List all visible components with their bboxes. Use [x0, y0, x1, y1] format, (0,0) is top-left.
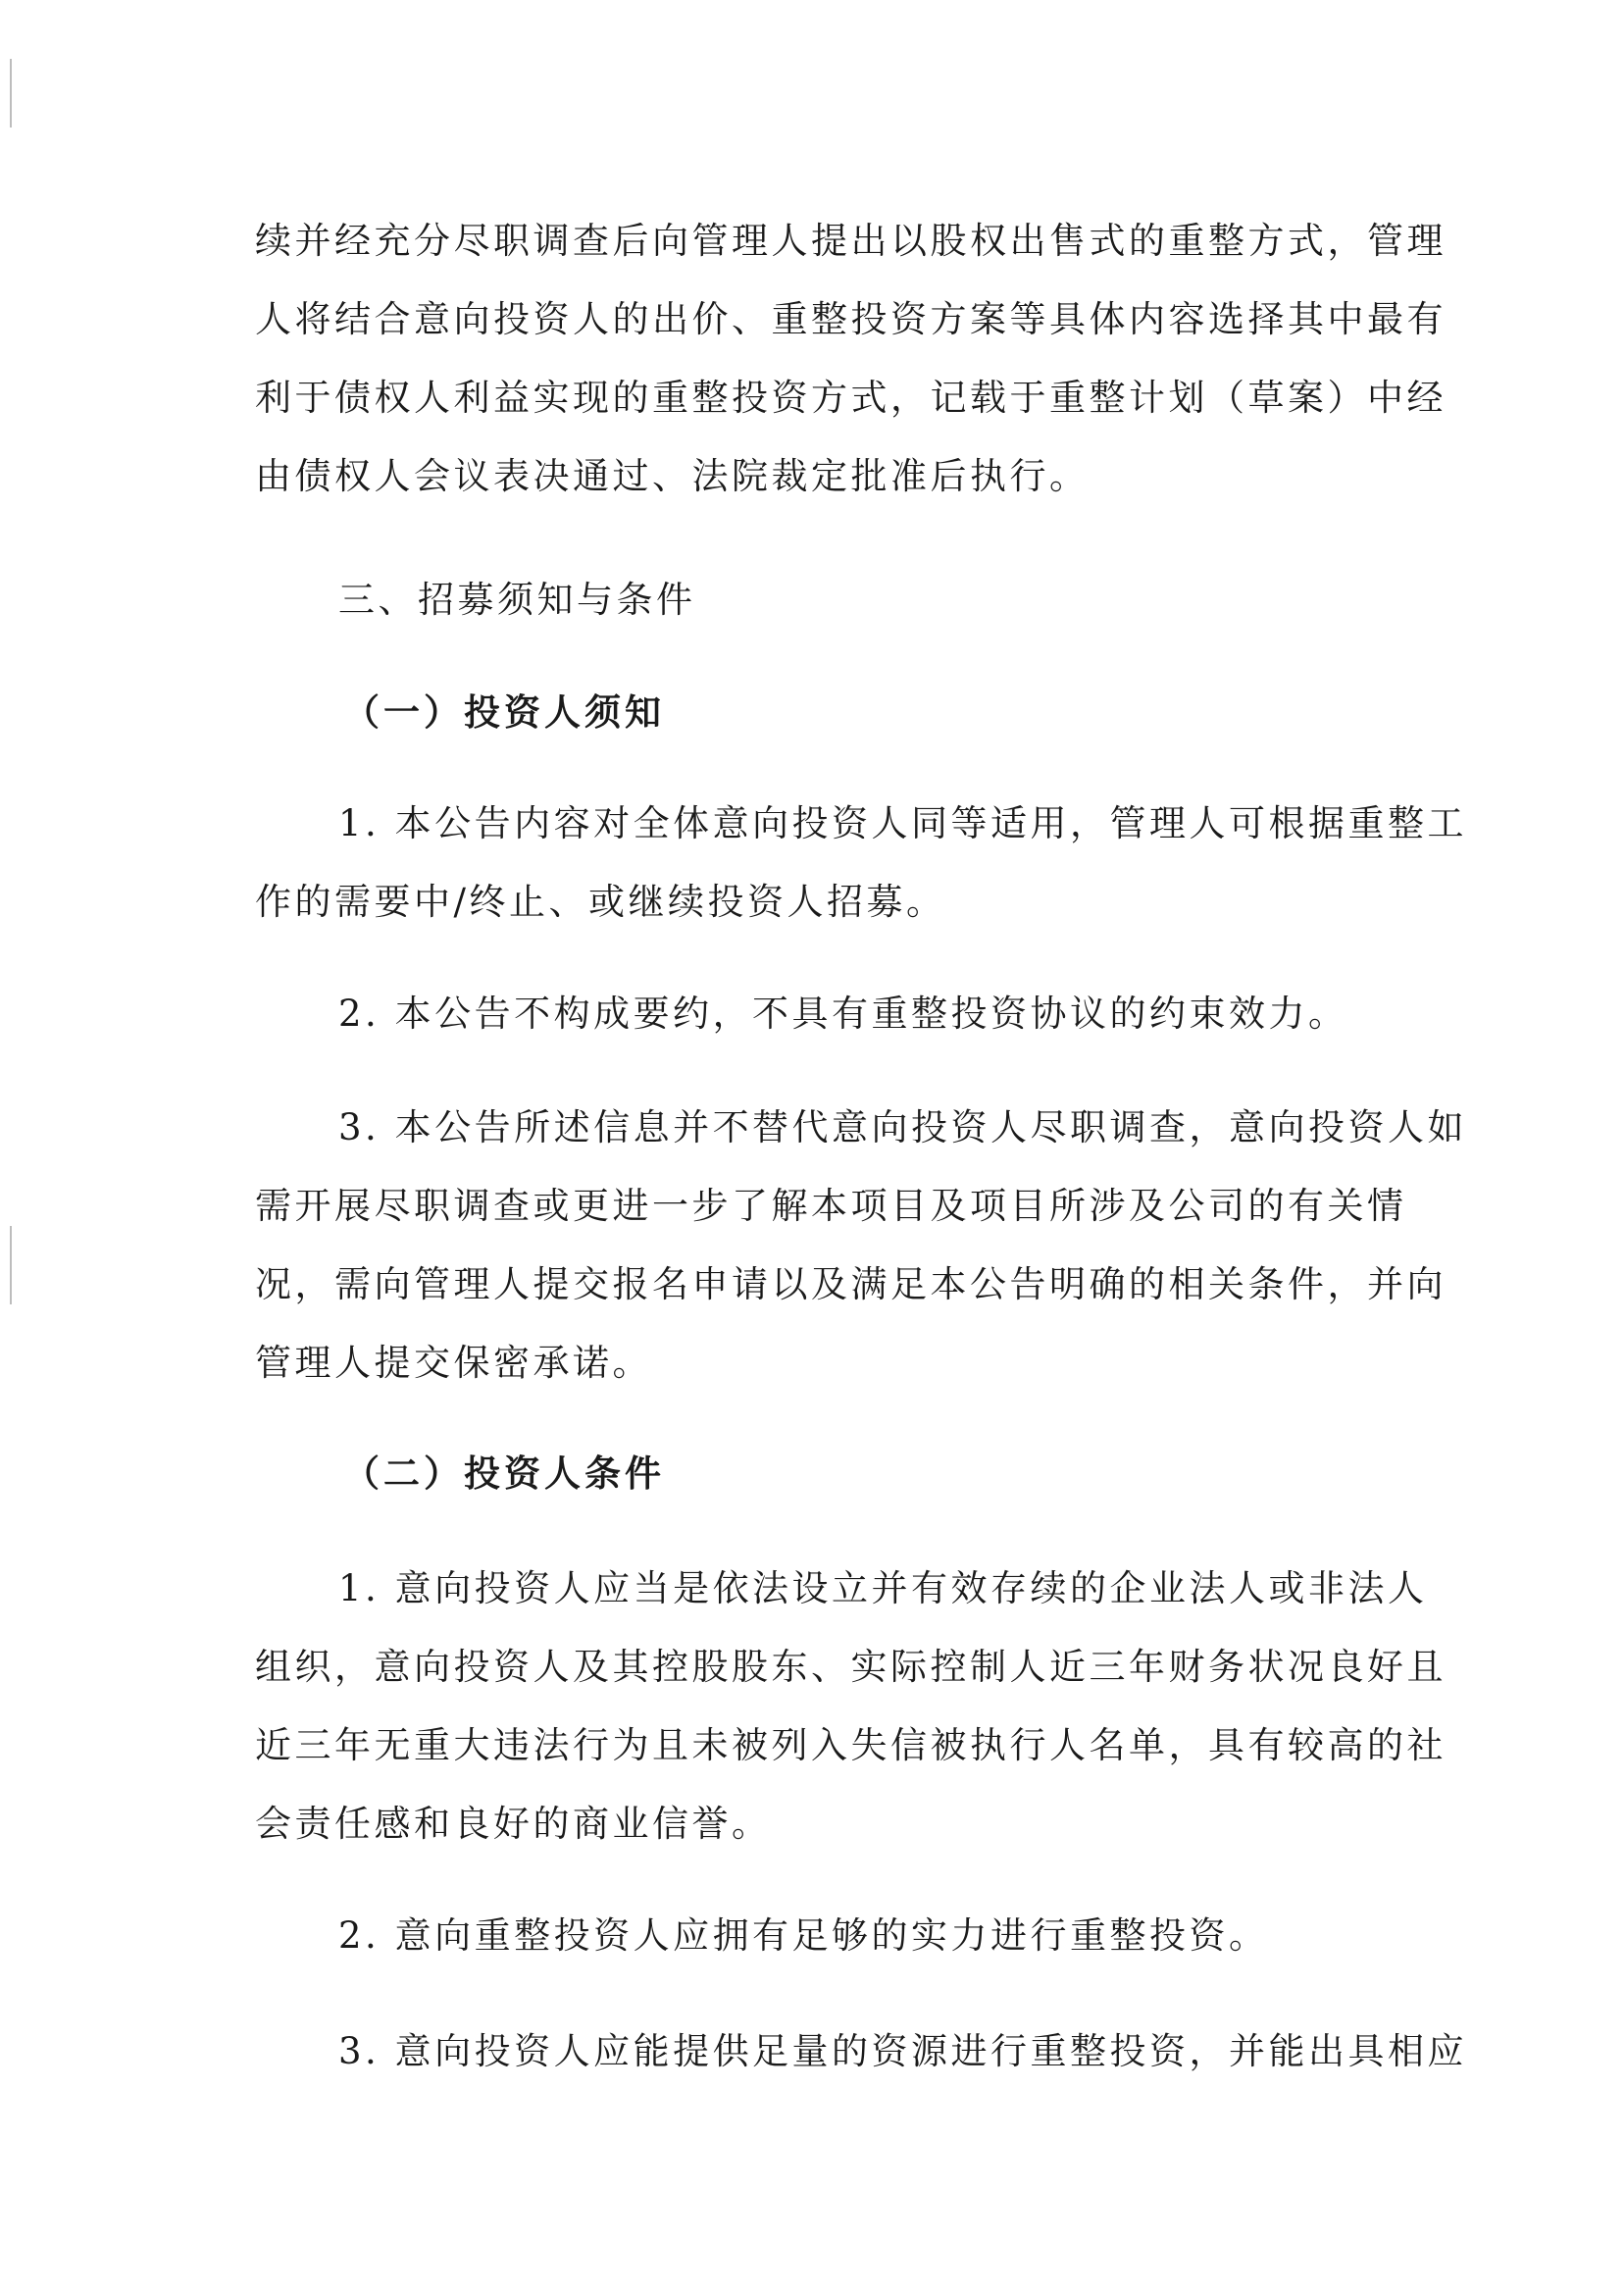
subsection-title: （二）投资人条件 [343, 1452, 665, 1495]
list-item-line: 1. 意向投资人应当是依法设立并有效存续的企业法人或非法人 [338, 1567, 1428, 1609]
paragraph-line: 续并经充分尽职调查后向管理人提出以股权出售式的重整方式，管理 [255, 220, 1446, 262]
list-item-line: 2. 意向重整投资人应拥有足够的实力进行重整投资。 [338, 1914, 1269, 1957]
list-item-line: 况，需向管理人提交报名申请以及满足本公告明确的相关条件，并向 [255, 1263, 1446, 1305]
subsection-title: （一）投资人须知 [343, 690, 665, 734]
scan-mark [10, 1226, 12, 1304]
list-item-line: 2. 本公告不构成要约，不具有重整投资协议的约束效力。 [338, 993, 1348, 1035]
paragraph-line: 人将结合意向投资人的出价、重整投资方案等具体内容选择其中最有 [255, 298, 1446, 340]
list-item-line: 3. 本公告所述信息并不替代意向投资人尽职调查，意向投资人如 [338, 1106, 1468, 1148]
list-item-line: 组织，意向投资人及其控股股东、实际控制人近三年财务状况良好且 [255, 1646, 1446, 1688]
list-item-line: 作的需要中/终止、或继续投资人招募。 [255, 881, 946, 923]
list-item-line: 1. 本公告内容对全体意向投资人同等适用，管理人可根据重整工 [338, 802, 1468, 844]
section-title: 三、招募须知与条件 [338, 579, 696, 621]
scan-mark [10, 59, 12, 127]
list-item-line: 3. 意向投资人应能提供足量的资源进行重整投资，并能出具相应 [338, 2030, 1468, 2072]
list-item-line: 管理人提交保密承诺。 [255, 1342, 652, 1384]
list-item-line: 近三年无重大违法行为且未被列入失信被执行人名单，具有较高的社 [255, 1724, 1446, 1766]
list-item-line: 需开展尽职调查或更进一步了解本项目及项目所涉及公司的有关情 [255, 1185, 1407, 1227]
list-item-line: 会责任感和良好的商业信誉。 [255, 1803, 772, 1845]
paragraph-line: 利于债权人利益实现的重整投资方式，记载于重整计划（草案）中经 [255, 377, 1446, 419]
paragraph-line: 由债权人会议表决通过、法院裁定批准后执行。 [255, 455, 1090, 497]
